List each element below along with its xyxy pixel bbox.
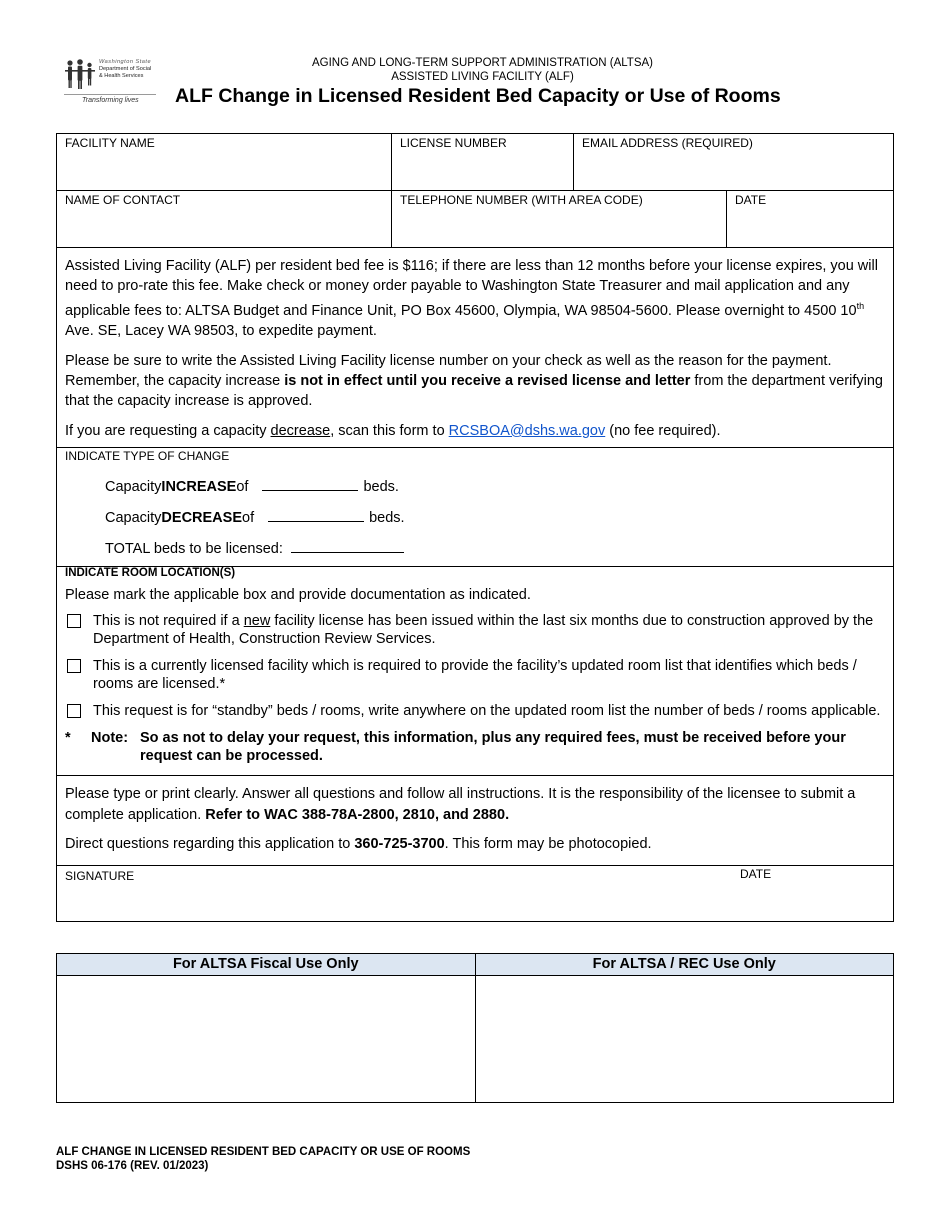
capacity-increase-line: Capacity INCREASE of beds. [105,475,399,495]
telephone-label: TELEPHONE NUMBER (WITH AREA CODE) [400,193,643,207]
instructions-section [57,776,893,866]
option-new-license [65,612,885,648]
decrease-paragraph: If you are requesting a capacity decrease, scan this form to RCSBOA@dshs.wa.gov (no fee required). [65,422,721,439]
fee-paragraph: Assisted Living Facility (ALF) per resident bed fee is $116; if there are less than 12 months before your license expires, you will need to pro-rate this fee. Make check or money order payable to Washington State Treasurer and mail application and any applicable fees to: ALTSA Budget and Finance Unit, PO Box 45600, Olympia, WA 98504-5600. Please overnight to 4500 10th Ave. SE, Lacey WA 98503, to expedite payment. [65,258,878,339]
option-standby [65,702,885,720]
license-reminder-paragraph: Please be sure to write the Assisted Living Facility license number on your check as well as the reason for the payment. Remember, the capacity increase is not in effect until you receive a revised license and letter from the department verifying that the capacity increase is approved. [65,352,883,409]
increase-beds-input[interactable] [262,475,358,491]
license-number-field[interactable] [392,134,574,190]
date-label: DATE [735,193,767,207]
form-footer [56,1145,470,1173]
logo-divider [64,94,156,95]
option-current-license-text: This is a currently licensed facility which is required to provide the facility’s updated room list that identifies which beds / rooms are licensed.* [93,657,857,692]
signature-date-label: DATE [740,866,772,881]
instructions-paragraph: Please type or print clearly. Answer all questions and follow all instructions. It is the responsibility of the licensee to submit a complete application. Refer to WAC 388-78A-2800, 2810, and 2880. [65,785,856,823]
note-text: So as not to delay your request, this information, plus any required fees, must be received before your request can be processed. [140,729,846,764]
logo-dept-line-2: & Health Services [99,73,144,79]
rec-use-box [476,954,894,1102]
option-new-license-text: This is not required if a new facility license has been issued within the last six months due to construction approved by the Department of Health, Construction Review Services. [93,612,874,647]
fiscal-use-box [57,954,476,1102]
decrease-beds-input[interactable] [268,506,364,522]
facility-name-label: FACILITY NAME [65,136,155,150]
option-standby-text: This request is for “standby” beds / rooms, write anywhere on the updated room list the number of beds / rooms applicable. [93,702,881,719]
people-figures-icon [64,58,96,90]
standby-checkbox[interactable] [67,704,81,718]
facility-row [57,134,893,191]
page-title: ALF Change in Licensed Resident Bed Capacity or Use of Rooms [175,85,781,107]
note [65,729,885,765]
option-current-license [65,657,885,693]
logo-state: Washington State [99,59,152,65]
room-location-label: INDICATE ROOM LOCATION(S) [65,566,236,579]
total-beds-input[interactable] [291,537,404,553]
contact-name-field[interactable] [57,191,392,247]
email-field[interactable] [574,134,893,190]
new-license-checkbox[interactable] [67,614,81,628]
program-name: ASSISTED LIVING FACILITY (ALF) [391,71,574,83]
license-number-label: LICENSE NUMBER [400,136,507,150]
logo-text [99,59,151,80]
type-of-change-label: INDICATE TYPE OF CHANGE [65,448,230,463]
note-asterisk: * [65,729,71,746]
telephone-field[interactable] [392,191,727,247]
office-use-table [56,953,894,1103]
rec-use-header: For ALTSA / REC Use Only [476,954,894,976]
room-location-intro: Please mark the applicable box and provide documentation as indicated. [65,586,531,603]
contact-name-label: NAME OF CONTACT [65,193,181,207]
logo-dept-line-1: Department of Social [99,66,152,72]
room-location-section [57,567,893,776]
note-label: Note: [91,729,129,746]
current-license-checkbox[interactable] [67,659,81,673]
email-label: EMAIL ADDRESS (REQUIRED) [582,136,753,150]
rcsboa-email-link[interactable]: RCSBOA@dshs.wa.gov [448,422,606,439]
footer-form-number: DSHS 06-176 (REV. 01/2023) [56,1160,209,1172]
facility-name-field[interactable] [57,134,392,190]
date-field[interactable] [727,191,893,247]
capacity-decrease-line: Capacity DECREASE of beds. [105,506,405,526]
questions-paragraph: Direct questions regarding this application to 360-725-3700. This form may be photocopied. [65,835,652,852]
dshs-logo [64,56,156,108]
agency-name: AGING AND LONG-TERM SUPPORT ADMINISTRATION (ALTSA) [312,57,653,69]
contact-row [57,191,893,248]
logo-tagline: Transforming lives [82,97,139,104]
signature-field[interactable] [57,866,893,921]
type-of-change-section [57,448,893,567]
application-form [56,133,894,922]
fiscal-use-header: For ALTSA Fiscal Use Only [57,954,475,976]
total-beds-line: TOTAL beds to be licensed: [105,537,404,557]
signature-label: SIGNATURE [65,868,135,883]
fee-information [57,248,893,448]
footer-form-title: ALF CHANGE IN LICENSED RESIDENT BED CAPACITY OR USE OF ROOMS [56,1146,471,1158]
